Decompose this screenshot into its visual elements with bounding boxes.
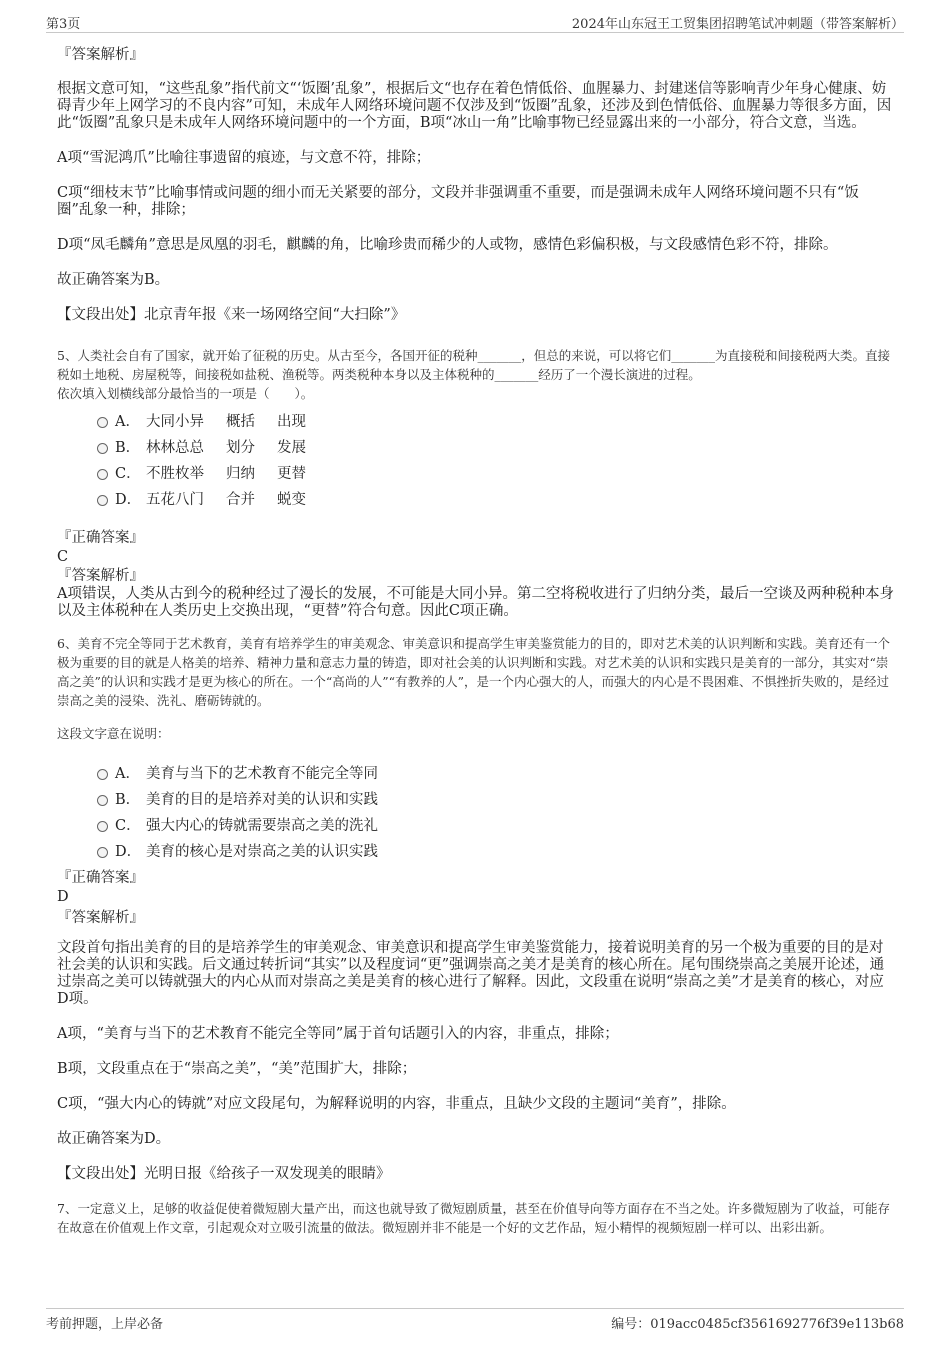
analysis-item-c: C项“细枝末节”比喻事情或问题的细小而无关紧要的部分，文段并非强调重不重要，而是强调未成年人网络环境问题不只有“饭圈”乱象一种，排除； [57,185,859,218]
radio-icon[interactable] [97,495,108,506]
option-text: 美育的目的是培养对美的认识和实践 [146,792,378,808]
option-text: 五花八门 合并 蜕变 [146,492,306,508]
option-letter: D． [115,844,142,860]
option-text: 林林总总 划分 发展 [146,440,306,456]
analysis-item-a: A项“雪泥鸿爪”比喻往事遗留的痕迹，与文意不符，排除； [57,150,431,166]
option-letter: D． [115,492,142,508]
option-a[interactable] [57,761,894,787]
option-letter: C． [115,466,141,482]
option-text: 美育的核心是对崇高之美的认识实践 [146,844,378,860]
radio-icon[interactable] [97,469,108,480]
analysis-label: 『答案解析』 [57,47,144,63]
radio-icon[interactable] [97,847,108,858]
option-letter: B． [115,440,141,456]
question-5-stem: 5、人类社会自有了国家，就开始了征税的历史。从古至今，各国开征的税种_______，但总的来说，可以将它们_______为直接税和间接税两大类。直接税如土地税、房屋税等，间接税如盐税、渔税等。两类税种本身以及主体税种的_______经历了一个漫长演进的过程。 [57,348,890,382]
answer-conclusion: 故正确答案为B。 [57,272,170,288]
source-note: 【文段出处】北京青年报《来一场网络空间“大扫除”》 [57,307,406,323]
option-text: 美育与当下的艺术教育不能完全等同 [146,766,378,782]
question-6-stem: 6、美育不完全等同于艺术教育，美育有培养学生的审美观念、审美意识和提高学生审美鉴赏能力的目的，即对艺术美的认识判断和实践。美育还有一个极为重要的目的就是人格美的培养、精神力量和意志力量的铸造，即对社会美的认识判断和实践。对艺术美的认识和实践只是美育的一部分，其实对“崇高之美”的认识和实践才是更为核心的所在。一个“高尚的人”“有教养的人”，是一个内心强大的人，而强大的内心是不畏困难、不惧挫折失败的，是经过崇高之美的浸染、洗礼、磨砺铸就的。 [57,636,890,708]
analysis-body: A项错误，人类从古到今的税种经过了漫长的发展，不可能是大同小异。第二空将税收进行了归纳分类，最后一空谈及两种税种本身以及主体税种在人类历史上交换出现，“更替”符合句意。因此C项正确。 [57,586,894,619]
radio-icon[interactable] [97,417,108,428]
option-letter: A． [115,414,140,430]
analysis-body: 文段首句指出美育的目的是培养学生的审美观念、审美意识和提高学生审美鉴赏能力，接着说明美育的另一个极为重要的目的是对社会美的认识和实践。后文通过转折词“其实”以及程度词“更”强调崇高之美才是美育的核心所在。尾句围绕崇高之美展开论述，通过崇高之美可以铸就强大的内心从而对崇高之美是美育的核心进行了解释。因此，文段重在说明“崇高之美”才是美育的核心，对应D项。 [57,940,885,1007]
page-content [57,44,894,1237]
option-c[interactable] [57,461,894,487]
source-note: 【文段出处】光明日报《给孩子一双发现美的眼睛》 [57,1166,391,1182]
document-code: 编号：019acc0485cf3561692776f39e113b68 [611,1317,904,1332]
question-5-instruction: 依次填入划横线部分最恰当的一项是（ ）。 [57,386,314,401]
analysis-label: 『答案解析』 [57,910,144,926]
option-letter: A． [115,766,140,782]
answer-conclusion: 故正确答案为D。 [57,1131,171,1147]
option-text: 大同小异 概括 出现 [146,414,306,430]
option-c[interactable] [57,813,894,839]
radio-icon[interactable] [97,443,108,454]
document-title: 2024年山东冠王工贸集团招聘笔试冲刺题（带答案解析） [571,17,904,32]
question-5-options [57,409,894,513]
footer-slogan: 考前押题，上岸必备 [46,1317,164,1332]
analysis-label: 『答案解析』 [57,568,144,584]
option-d[interactable] [57,839,894,865]
analysis-item-d: D项“凤毛麟角”意思是凤凰的羽毛，麒麟的角，比喻珍贵而稀少的人或物，感情色彩偏积极，与文段感情色彩不符，排除。 [57,237,838,253]
analysis-item-c: C项，“强大内心的铸就”对应文段尾句，为解释说明的内容，非重点，且缺少文段的主题词“美育”，排除。 [57,1096,736,1112]
analysis-body: 根据文意可知，“这些乱象”指代前文“‘饭圈’乱象”，根据后文“也存在着色情低俗、血腥暴力、封建迷信等影响青少年身心健康、妨碍青少年上网学习的不良内容”可知，未成年人网络环境问题不仅涉及到“饭圈”乱象，还涉及到色情低俗、血腥暴力等很多方面，因此“饭圈”乱象只是未成年人网络环境问题中的一个方面，B项“冰山一角”比喻事物已经显露出来的一小部分，符合文意，当选。 [57,81,892,131]
answer-label: 『正确答案』 [57,870,144,886]
option-letter: B． [115,792,141,808]
answer-value: D [57,889,69,905]
option-b[interactable] [57,435,894,461]
option-d[interactable] [57,487,894,513]
question-7-stem: 7、一定意义上，足够的收益促使着微短剧大量产出，而这也就导致了微短剧质量，甚至在价值导向等方面存在不当之处。许多微短剧为了收益，可能存在故意在价值观上作文章，引起观众对立吸引流量的做法。微短剧并非不能是一个好的文艺作品，短小精悍的视频短剧一样可以、出彩出新。 [57,1201,890,1235]
page-number: 第3页 [46,17,81,32]
option-a[interactable] [57,409,894,435]
page-header [46,10,904,33]
question-6-options [57,761,894,865]
page-footer [46,1308,904,1331]
analysis-item-a: A项，“美育与当下的艺术教育不能完全等同”属于首句话题引入的内容，非重点，排除； [57,1026,619,1042]
option-b[interactable] [57,787,894,813]
radio-icon[interactable] [97,769,108,780]
option-letter: C． [115,818,141,834]
answer-label: 『正确答案』 [57,530,144,546]
radio-icon[interactable] [97,795,108,806]
option-text: 不胜枚举 归纳 更替 [146,466,306,482]
question-6-instruction: 这段文字意在说明： [57,726,170,741]
radio-icon[interactable] [97,821,108,832]
option-text: 强大内心的铸就需要崇高之美的洗礼 [146,818,378,834]
answer-value: C [57,549,69,565]
analysis-item-b: B项，文段重点在于“崇高之美”，“美”范围扩大，排除； [57,1061,417,1077]
